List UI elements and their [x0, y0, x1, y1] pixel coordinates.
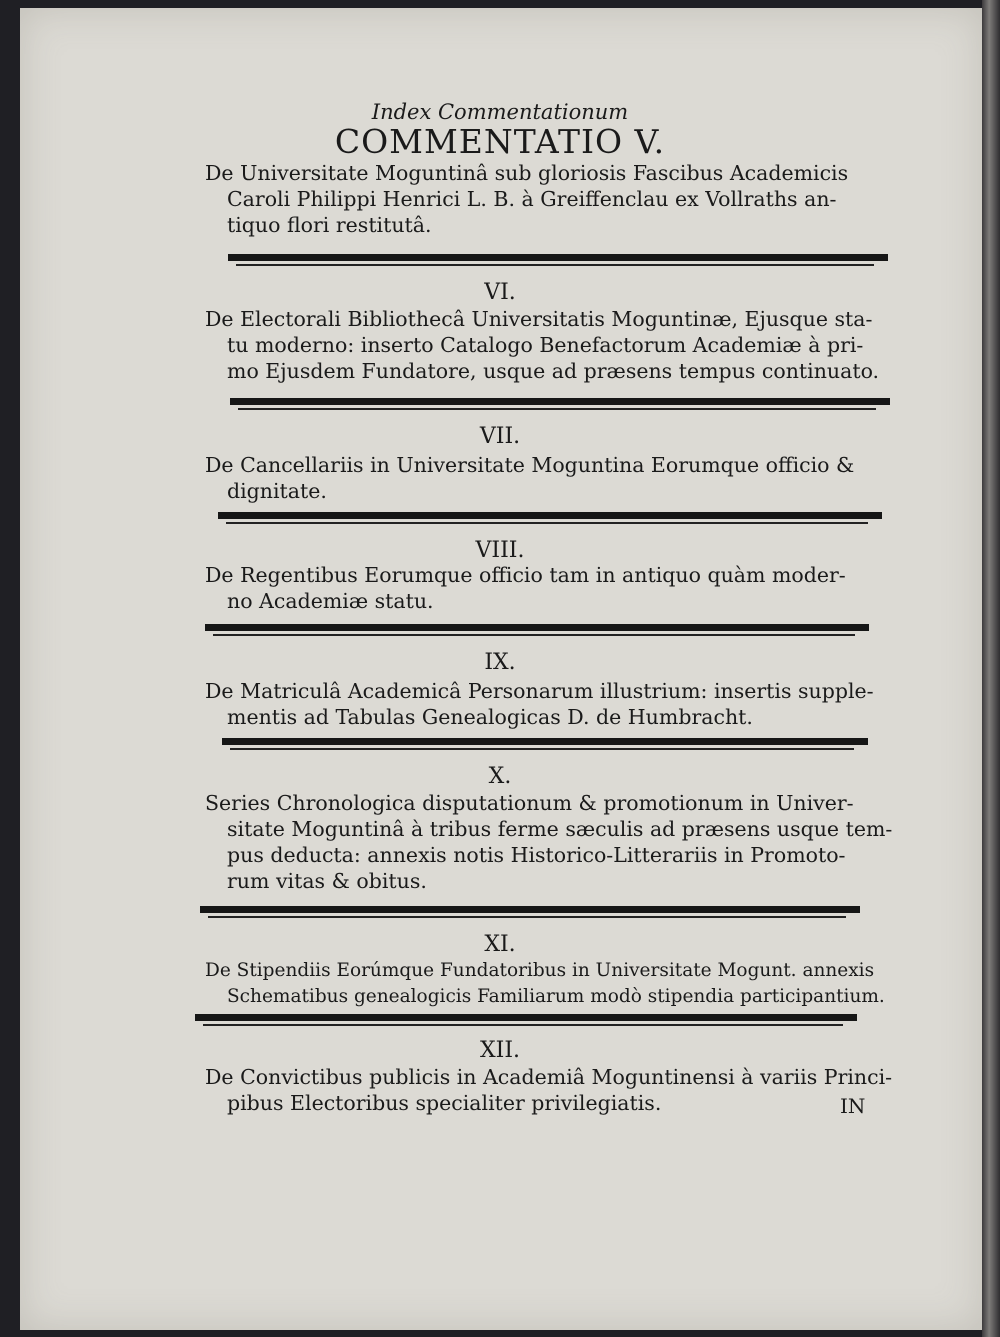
entry-number-xi: XI. [484, 932, 516, 957]
entry-line: dignitate. [227, 479, 327, 503]
entry-line: Schematibus genealogicis Familiarum modò stipendia participantium. [227, 986, 885, 1007]
double-rule [218, 512, 882, 526]
entry-number-viii: VIII. [475, 538, 525, 563]
entry-text-xii [205, 1064, 895, 1116]
entry-line: De Electorali Bibliothecâ Universitatis Moguntinæ, Ejusque sta- [205, 307, 873, 331]
double-rule [230, 398, 890, 412]
entry-line: tu moderno: inserto Catalogo Benefactorum Academiæ à pri- [227, 333, 864, 357]
entry-line: Series Chronologica disputationum & promotionum in Univer- [205, 791, 854, 815]
commentatio-heading: COMMENTATIO V. [334, 122, 666, 161]
entry-text-vii [205, 452, 895, 504]
entry-text-xi [205, 958, 895, 1010]
entry-line: De Matriculâ Academicâ Personarum illustrium: insertis supple- [205, 679, 874, 703]
entry-line: no Academiæ statu. [227, 589, 434, 613]
double-rule [195, 1014, 857, 1028]
running-head: Index Commentationum [371, 100, 629, 124]
entry-number-xii: XII. [479, 1038, 521, 1063]
entry-text-vi [205, 306, 895, 384]
entry-text-x [205, 790, 895, 894]
entry-line: De Convictibus publicis in Academiâ Moguntinensi à variis Princi- [205, 1065, 893, 1089]
entry-line: sitate Moguntinâ à tribus ferme sæculis ad præsens usque tem- [227, 817, 893, 841]
entry-number-x: X. [488, 764, 512, 789]
entry-text-viii [205, 562, 895, 614]
entry-line: Caroli Philippi Henrici L. B. à Greiffenclau ex Vollraths an- [227, 187, 837, 211]
double-rule [222, 738, 868, 752]
entry-line: tiquo flori restitutâ. [227, 213, 432, 237]
double-rule [205, 624, 869, 638]
entry-line: pibus Electoribus specialiter privilegiatis. [227, 1091, 662, 1115]
entry-line: De Cancellariis in Universitate Moguntina Eorumque officio & [205, 453, 855, 477]
entry-line: De Universitate Moguntinâ sub gloriosis Fascibus Academicis [205, 161, 849, 185]
entry-line: De Regentibus Eorumque officio tam in antiquo quàm moder- [205, 563, 846, 587]
entry-number-vi: VI. [484, 280, 516, 305]
catchword: IN [840, 1094, 866, 1118]
entry-number-vii: VII. [479, 424, 521, 449]
double-rule [200, 906, 860, 920]
entry-number-ix: IX. [484, 650, 516, 675]
double-rule [228, 254, 888, 268]
entry-line: pus deducta: annexis notis Historico-Litterariis in Promoto- [227, 843, 846, 867]
entry-text-v [205, 160, 895, 238]
entry-line: mo Ejusdem Fundatore, usque ad præsens tempus continuato. [227, 359, 880, 383]
entry-line: rum vitas & obitus. [227, 869, 427, 893]
entry-line: De Stipendiis Eorúmque Fundatoribus in Universitate Mogunt. annexis [205, 960, 875, 981]
entry-line: mentis ad Tabulas Genealogicas D. de Humbracht. [227, 705, 753, 729]
entry-text-ix [205, 678, 895, 730]
